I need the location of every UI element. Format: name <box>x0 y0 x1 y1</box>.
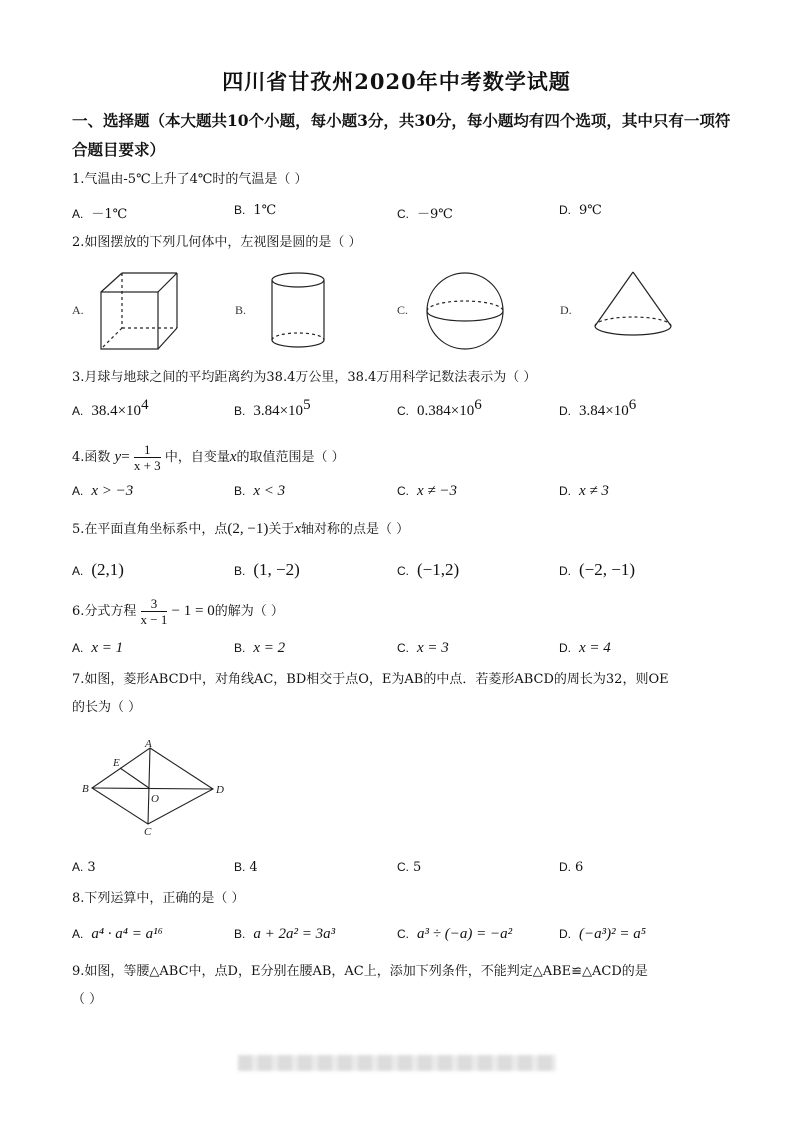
question-4: 4.函数 y= $\frac{1}{x + 3}$ 中，自变量x的取值范围是（ ） <box>72 442 345 473</box>
question-4-options <box>72 483 732 505</box>
point-label: C <box>144 826 152 838</box>
option-d[interactable]: D. 6 <box>559 860 584 875</box>
section-header: 一、选择题（本大题共10个小题，每小题3分，共30分，每小题均有四个选项，其中只有一项符合题目要求） <box>72 111 731 159</box>
option-d[interactable]: D. x = 4 <box>559 640 611 656</box>
option-a[interactable]: A. $38.4\times 10^4$ <box>72 397 149 419</box>
option-b[interactable]: B. (1, −2) <box>234 560 300 579</box>
question-8: 8.下列运算中，正确的是（ ） <box>72 891 245 906</box>
point-label: E <box>113 757 120 769</box>
figure-label-a[interactable]: A. <box>72 303 84 317</box>
figure-label-c[interactable]: C. <box>397 303 409 317</box>
option-c[interactable]: C. 5 <box>397 860 422 875</box>
option-d[interactable]: D. (−2, −1) <box>559 560 635 579</box>
question-5-options <box>72 560 732 582</box>
page-title: 四川省甘孜州2020年中考数学试题 <box>222 69 571 94</box>
question-1-options <box>72 203 732 225</box>
option-a[interactable]: A. a⁴ · a⁴ = a¹⁶ <box>72 926 163 942</box>
option-b[interactable]: B. x = 2 <box>234 640 286 656</box>
option-b[interactable]: B. 4 <box>234 860 258 875</box>
option-a[interactable]: A. 3 <box>72 860 96 875</box>
fraction: $\frac{1}{x + 3}$ <box>133 442 161 473</box>
question-7: 7.如图，菱形ABCD中，对角线AC，BD相交于点O，E为AB的中点．若菱形ABCD的周长为32，则OE 的长为（ ） <box>72 672 669 715</box>
option-c[interactable]: C. (−1,2) <box>397 560 460 579</box>
question-3: 3.月球与地球之间的平均距离约为38.4万公里，38.4万用科学记数法表示为（ ） <box>72 370 537 385</box>
option-c[interactable]: C. －9℃ <box>397 207 453 222</box>
option-c[interactable]: C. a³ ÷ (−a) = −a² <box>397 926 513 942</box>
cylinder-figure <box>268 270 328 352</box>
question-9: 9.如图，等腰△ABC中，点D，E分别在腰AB，AC上，添加下列条件，不能判定△ABE≌△ACD的是 （ ） <box>72 964 648 1007</box>
option-b[interactable]: B. 1℃ <box>234 203 277 218</box>
figure-label-b[interactable]: B. <box>235 303 247 317</box>
option-a[interactable]: A. －1℃ <box>72 207 128 222</box>
option-a[interactable]: A. x > −3 <box>72 483 134 499</box>
question-8-options <box>72 926 732 948</box>
point-label: A <box>145 738 152 750</box>
sphere-figure <box>424 270 506 352</box>
option-d[interactable]: D. $3.84\times 10^6$ <box>559 397 637 419</box>
option-c[interactable]: C. x = 3 <box>397 640 449 656</box>
option-b[interactable]: B. $3.84\times 10^5$ <box>234 397 311 419</box>
option-b[interactable]: B. x < 3 <box>234 483 286 499</box>
option-c[interactable]: C. $0.384\times 10^6$ <box>397 397 482 419</box>
blurred-watermark <box>238 1055 556 1071</box>
option-d[interactable]: D. 9℃ <box>559 203 602 218</box>
option-a[interactable]: A. (2,1) <box>72 560 124 579</box>
question-5: 5.在平面直角坐标系中，点(2, −1)关于x轴对称的点是（ ） <box>72 521 410 537</box>
option-d[interactable]: D. x ≠ 3 <box>559 483 609 499</box>
option-a[interactable]: A. x = 1 <box>72 640 124 656</box>
question-3-options <box>72 397 732 425</box>
question-6-options <box>72 640 732 662</box>
question-1: 1.气温由-5℃上升了4℃时的气温是（ ） <box>72 172 308 187</box>
question-6: 6.分式方程 $\frac{3}{x - 1}$ − 1 = 0的解为（ ） <box>72 596 284 627</box>
figure-label-d[interactable]: D. <box>560 303 572 317</box>
option-b[interactable]: B. a + 2a² = 3a³ <box>234 926 336 942</box>
question-2: 2.如图摆放的下列几何体中，左视图是圆的是（ ） <box>72 235 362 250</box>
point-label: B <box>82 783 89 795</box>
point-label: O <box>151 793 159 805</box>
fraction: $\frac{3}{x - 1}$ <box>140 596 168 627</box>
option-c[interactable]: C. x ≠ −3 <box>397 483 458 499</box>
rhombus-figure <box>80 738 230 838</box>
point-label: D <box>216 784 224 796</box>
option-d[interactable]: D. (−a³)² = a⁵ <box>559 926 646 942</box>
question-7-options <box>72 860 732 882</box>
cube-figure <box>98 270 180 352</box>
cone-figure <box>592 270 674 340</box>
